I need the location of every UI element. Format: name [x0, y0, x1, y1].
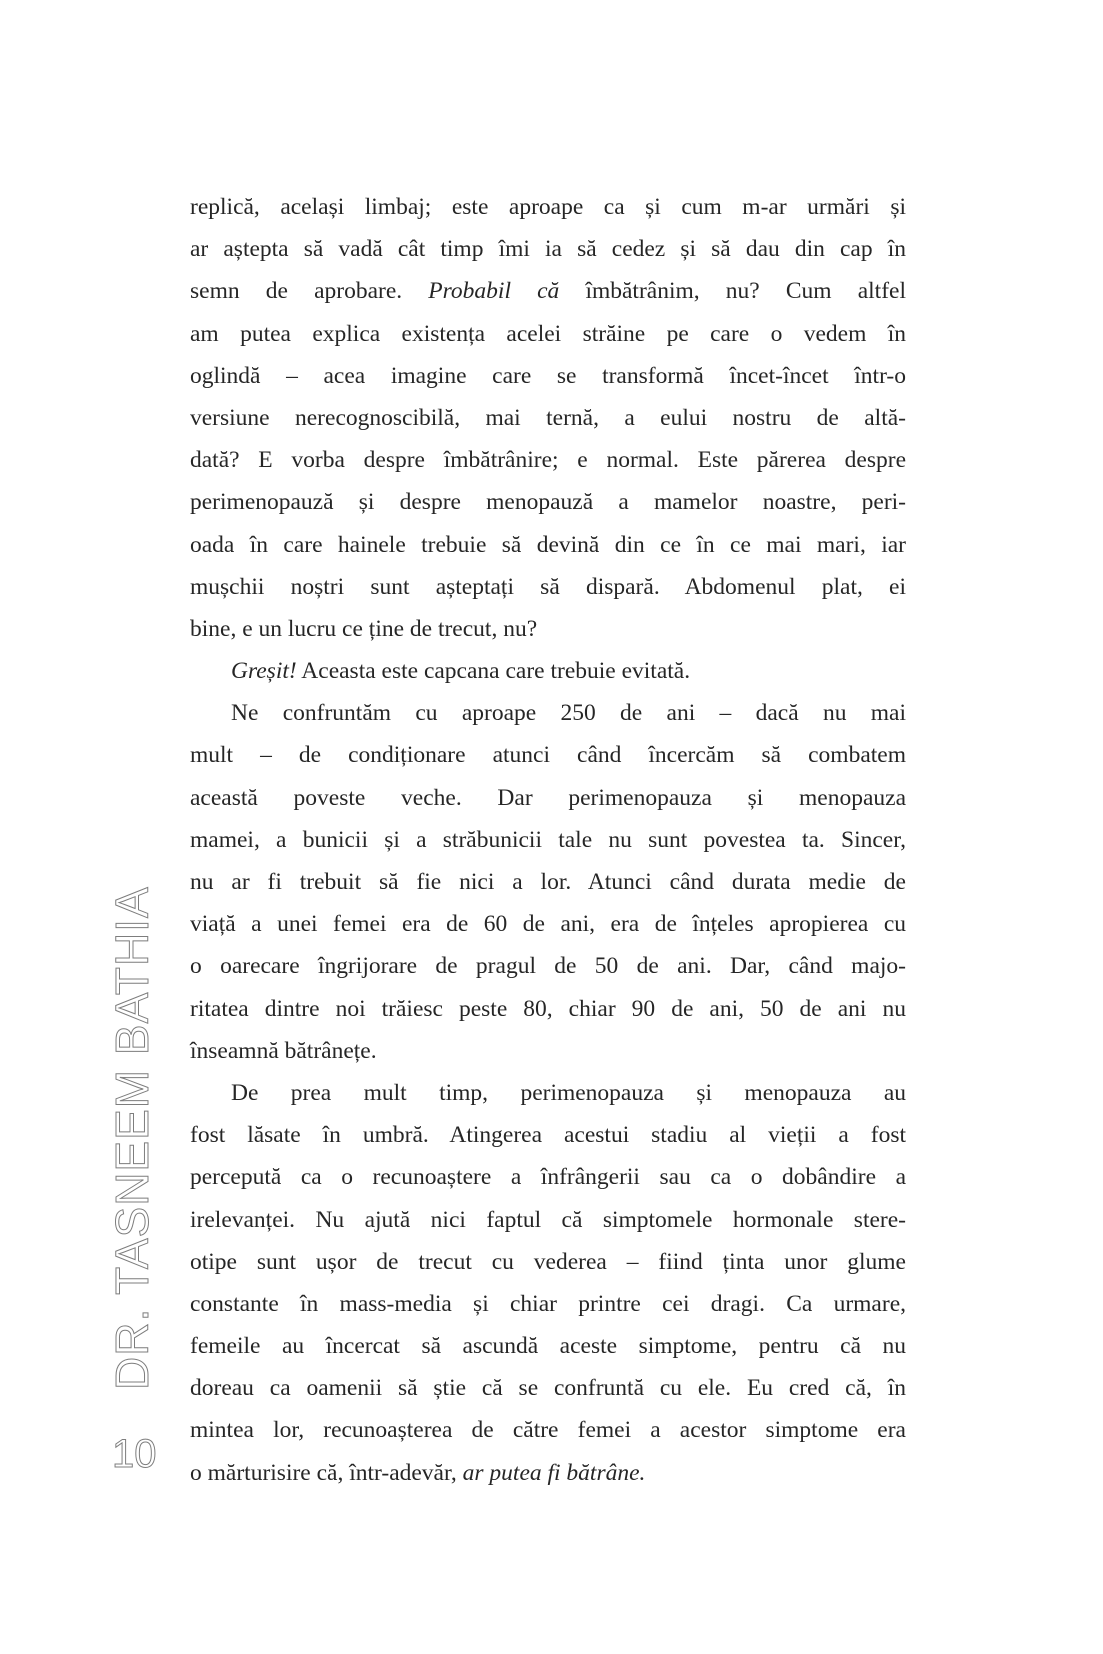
- text-line: [190, 988, 906, 1030]
- text-line: [190, 1030, 906, 1072]
- text-line: [190, 861, 906, 903]
- text-line: [190, 228, 906, 270]
- text-run: oada în care hainele trebuie să devină din ce în ce mai mari, iar: [190, 531, 906, 558]
- text-run: ar aștepta să vadă cât timp îmi ia să cedez și să dau din cap în: [190, 236, 906, 263]
- text-line: [190, 1156, 906, 1198]
- text-line: [190, 903, 906, 945]
- text-line: [190, 692, 906, 734]
- text-run: o oarecare îngrijorare de pragul de 50 de ani. Dar, când majo-: [190, 953, 906, 980]
- text-run: oglindă – acea imagine care se transformă încet-încet într-o: [190, 362, 906, 389]
- text-run: înseamnă bătrânețe.: [190, 1037, 377, 1064]
- text-run: dată? E vorba despre îmbătrânire; e normal. Este părerea despre: [190, 447, 906, 474]
- page-number: 10: [112, 1432, 157, 1476]
- text-line: [190, 1199, 906, 1241]
- text-run: fost lăsate în umbră. Atingerea acestui stadiu al vieții a fost: [190, 1122, 906, 1149]
- text-line: [190, 1114, 906, 1156]
- text-run: am putea explica existența acelei străine pe care o vedem în: [190, 320, 906, 347]
- text-line: [190, 355, 906, 397]
- text-line: [190, 1283, 906, 1325]
- text-run: viață a unei femei era de 60 de ani, era de înțeles apropierea cu: [190, 911, 906, 938]
- text-run: ritatea dintre noi trăiesc peste 80, chiar 90 de ani, 50 de ani nu: [190, 995, 906, 1022]
- text-line: [190, 1367, 906, 1409]
- text-run: semn de aprobare.: [190, 278, 429, 305]
- text-line: [190, 186, 906, 228]
- text-line: [190, 270, 906, 312]
- text-line: [190, 566, 906, 608]
- text-run: constante în mass-media și chiar printre cei dragi. Ca urmare,: [190, 1290, 906, 1317]
- text-run: doreau ca oamenii să știe că se confruntă cu ele. Eu cred că, în: [190, 1375, 906, 1402]
- italic-text-run: ar putea fi bătrâne.: [462, 1459, 646, 1486]
- text-line: [190, 1072, 906, 1114]
- text-line: [190, 313, 906, 355]
- text-line: [190, 777, 906, 819]
- text-run: mintea lor, recunoașterea de către femei a acestor simptome era: [190, 1417, 906, 1444]
- sidebar-author-name: DR. TASNEEM BATHIA: [106, 886, 158, 1390]
- text-run: femeile au încercat să ascundă aceste simptome, pentru că nu: [190, 1333, 906, 1360]
- text-line: [190, 819, 906, 861]
- text-run: această poveste veche. Dar perimenopauza și menopauza: [190, 784, 906, 811]
- text-line: [190, 650, 906, 692]
- text-run: replică, același limbaj; este aproape ca și cum m-ar urmări și: [190, 194, 906, 220]
- text-line: [190, 1325, 906, 1367]
- text-line: [190, 1241, 906, 1283]
- text-block: [190, 186, 906, 1494]
- text-run: irelevanței. Nu ajută nici faptul că simptomele hormonale stere-: [190, 1206, 906, 1233]
- text-run: o mărturisire că, într-adevăr,: [190, 1459, 463, 1486]
- text-line: [190, 481, 906, 523]
- text-line: [190, 945, 906, 987]
- text-run: De prea mult timp, perimenopauza și menopauza au: [231, 1079, 906, 1106]
- text-line: [190, 524, 906, 566]
- italic-text-run: Probabil că: [428, 278, 560, 305]
- text-run: perimenopauză și despre menopauză a mamelor noastre, peri-: [190, 489, 906, 516]
- text-run: mușchii noștri sunt așteptați să dispară. Abdomenul plat, ei: [190, 573, 906, 600]
- text-run: bine, e un lucru ce ține de trecut, nu?: [190, 615, 538, 642]
- text-run: îmbătrânim, nu? Cum altfel: [559, 278, 906, 305]
- text-line: [190, 439, 906, 481]
- text-line: [190, 1452, 906, 1494]
- text-line: [190, 734, 906, 776]
- text-run: versiune nerecognoscibilă, mai ternă, a eului nostru de altă-: [190, 404, 906, 431]
- text-run: Ne confruntăm cu aproape 250 de ani – dacă nu mai: [231, 700, 906, 727]
- text-line: [190, 608, 906, 650]
- text-run: mamei, a bunicii și a străbunicii tale nu sunt povestea ta. Sincer,: [190, 826, 906, 853]
- text-run: Aceasta este capcana care trebuie evitată.: [296, 658, 691, 685]
- text-run: percepută ca o recunoaștere a înfrângerii sau ca o dobândire a: [190, 1164, 906, 1191]
- text-run: nu ar fi trebuit să fie nici a lor. Atunci când durata medie de: [190, 869, 906, 895]
- text-run: mult – de condiționare atunci când încercăm să combatem: [190, 742, 906, 769]
- text-line: [190, 1409, 906, 1451]
- text-line: [190, 397, 906, 439]
- text-run: otipe sunt ușor de trecut cu vederea – fiind ținta unor glume: [190, 1248, 906, 1275]
- italic-text-run: Greșit!: [231, 658, 297, 685]
